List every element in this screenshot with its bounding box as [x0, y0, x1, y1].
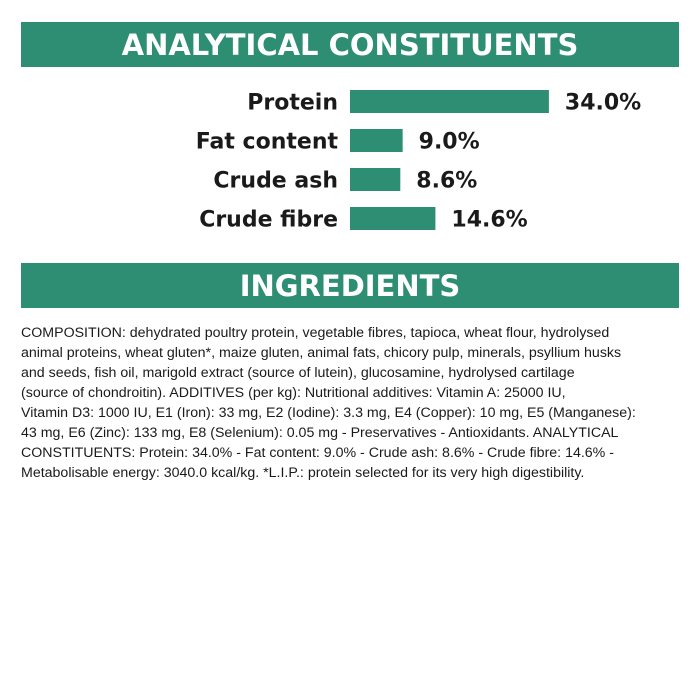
ingredients-composition-text: COMPOSITION: dehydrated poultry protein, vegetable fibres, tapioca, wheat flour, hydrolysed animal proteins, wheat gluten*, maize gluten, animal fats, chicory pulp, minerals, psyllium husks and seeds, fish oil, marigold extract (source of lutein), glucosamine, hydrolysed cartilage (source of chondroitin). ADDITIVES (per kg): Nutritional additives: Vitamin A: 25000 IU, Vitamin D3: 1000 IU, E1 (Iron): 33 mg, E2 (Iodine): 3.3 mg, E4 (Copper): 10 mg, E5 (Manganese): 43 mg, E6 (Zinc): 133 mg, E8 (Selenium): 0.05 mg - Preservatives - Antioxidants. ANALYTICAL CONSTITUENTS: Protein: 34.0% - Fat content: 9.0% - Crude ash: 8.6% - Crude fibre: 14.6% - Metabolisable energy: 3040.0 kcal/kg. *L.I.P.: protein selected for its very high digestibility. — [21, 325, 636, 481]
value-label: 14.6% — [451, 207, 528, 233]
ingredients-banner — [21, 263, 679, 308]
bar — [350, 129, 403, 152]
category-label: Crude ash — [213, 168, 338, 194]
ingredients-title: INGREDIENTS — [239, 268, 461, 303]
value-label: 9.0% — [418, 129, 480, 155]
analytical-constituents-chart — [0, 80, 700, 250]
value-label: 34.0% — [564, 90, 642, 116]
category-label: Fat content — [195, 129, 338, 155]
category-label: Protein — [247, 90, 338, 116]
analytical-constituents-banner — [21, 22, 679, 67]
analytical-constituents-title: ANALYTICAL CONSTITUENTS — [121, 27, 579, 62]
value-label: 8.6% — [416, 168, 478, 194]
bar — [350, 207, 435, 230]
bar — [350, 90, 549, 113]
bar — [350, 168, 400, 191]
category-label: Crude fibre — [199, 207, 338, 233]
